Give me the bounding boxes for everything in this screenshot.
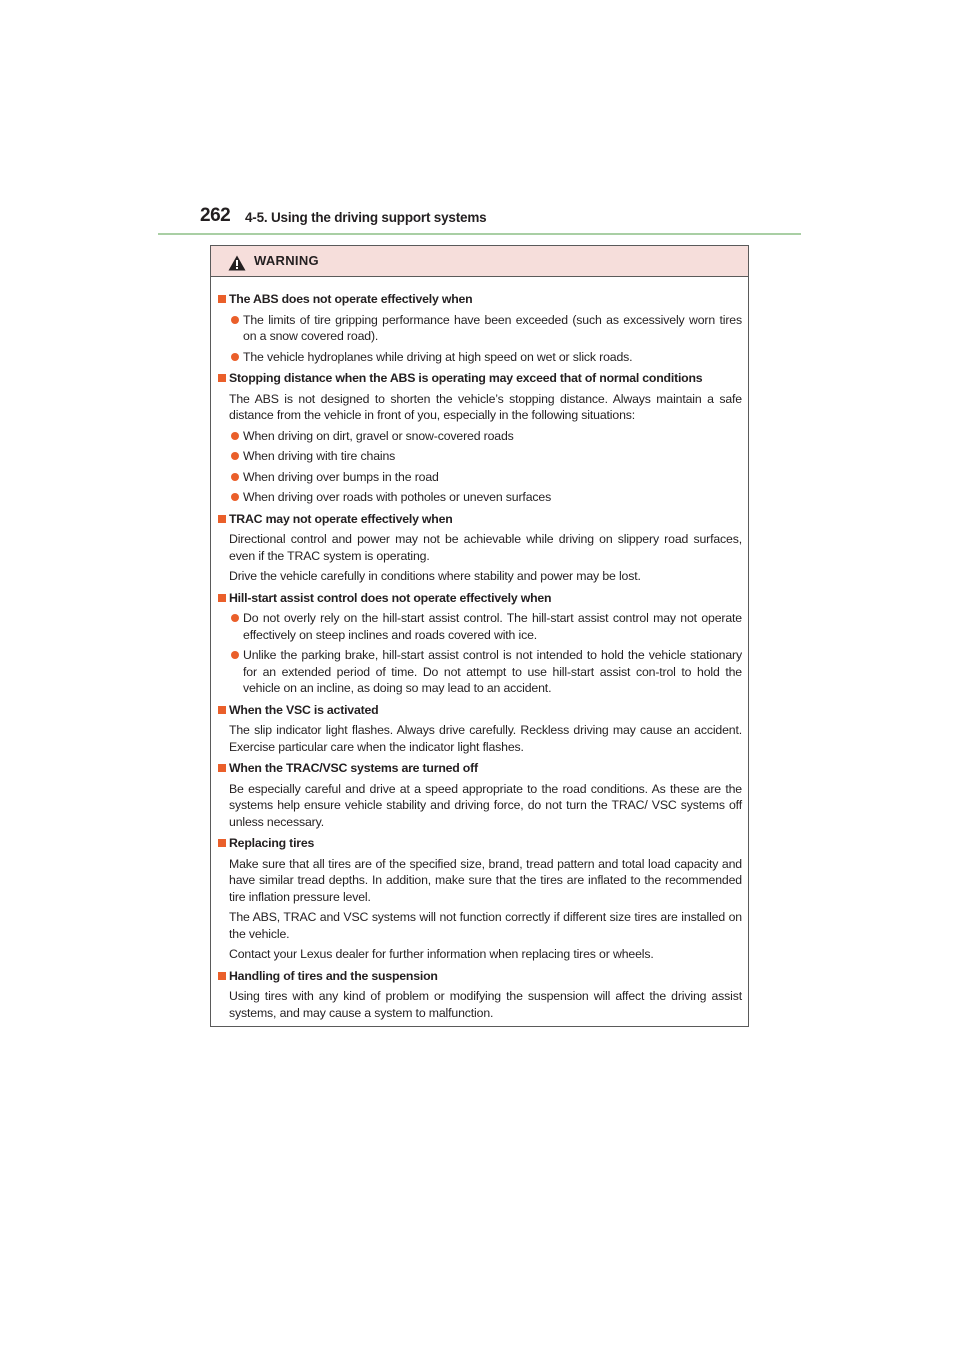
section-heading-text: Stopping distance when the ABS is operating may exceed that of normal conditions	[229, 371, 703, 385]
round-bullet-icon	[231, 432, 239, 440]
body-paragraph: Make sure that all tires are of the specified size, brand, tread pattern and total load capacity and have similar tread depths. In addition, make sure that the tires are inflated to the recommended tire inflation pressure level.	[229, 856, 742, 904]
bullet-item	[218, 610, 742, 643]
round-bullet-icon	[231, 493, 239, 501]
body-paragraph: Drive the vehicle carefully in conditions where stability and power may be lost.	[229, 569, 641, 583]
section-heading	[218, 968, 742, 985]
round-bullet-icon	[231, 651, 239, 659]
warning-body	[211, 277, 748, 1021]
section-heading	[218, 760, 742, 777]
bullet-text: The limits of tire gripping performance have been exceeded (such as excessively worn tires on a snow covered road).	[243, 312, 742, 343]
bullet-item	[218, 448, 742, 465]
section-heading-text: When the TRAC/VSC systems are turned off	[229, 761, 478, 775]
body-paragraph: Be especially careful and drive at a speed appropriate to the road conditions. As these are the systems help ensure vehicle stability and driving force, do not turn the TRAC/ VSC systems off unless necessary.	[229, 781, 742, 829]
body-paragraph: Using tires with any kind of problem or modifying the suspension will affect the driving assist systems, and may cause a system to malfunction.	[229, 989, 742, 1020]
square-bullet-icon	[218, 295, 226, 303]
section-heading	[218, 590, 742, 607]
round-bullet-icon	[231, 452, 239, 460]
square-bullet-icon	[218, 972, 226, 980]
section-heading-text: The ABS does not operate effectively when	[229, 292, 473, 306]
section-heading-text: When the VSC is activated	[229, 702, 379, 717]
bullet-item	[218, 469, 742, 486]
section-title: 4-5. Using the driving support systems	[245, 210, 487, 225]
section-heading-text: Handling of tires and the suspension	[229, 968, 438, 983]
section-heading-text: TRAC may not operate effectively when	[229, 511, 453, 526]
section-heading	[218, 702, 742, 719]
bullet-text: When driving over roads with potholes or uneven surfaces	[243, 490, 552, 504]
bullet-item	[218, 428, 742, 445]
square-bullet-icon	[218, 594, 226, 602]
body-paragraph: The ABS, TRAC and VSC systems will not function correctly if different size tires are installed on the vehicle.	[229, 910, 742, 941]
square-bullet-icon	[218, 839, 226, 847]
warning-box	[210, 245, 749, 1027]
round-bullet-icon	[231, 614, 239, 622]
square-bullet-icon	[218, 706, 226, 714]
section-heading	[218, 370, 742, 387]
round-bullet-icon	[231, 353, 239, 361]
header-divider	[158, 233, 801, 235]
body-paragraph: Directional control and power may not be achievable while driving on slippery road surfaces, even if the TRAC system is operating.	[229, 532, 742, 563]
warning-header	[211, 246, 748, 277]
square-bullet-icon	[218, 764, 226, 772]
bullet-text: Do not overly rely on the hill-start assist control. The hill-start assist control may not operate effectively on steep inclines and roads covered with ice.	[243, 611, 742, 642]
warning-label: WARNING	[254, 253, 319, 268]
bullet-text: When driving with tire chains	[243, 449, 396, 463]
section-heading	[218, 835, 742, 852]
bullet-text: When driving over bumps in the road	[243, 469, 439, 484]
section-heading-text: Hill-start assist control does not operate effectively when	[229, 590, 552, 605]
body-paragraph: Contact your Lexus dealer for further information when replacing tires or wheels.	[229, 947, 654, 961]
page-header	[200, 205, 800, 235]
round-bullet-icon	[231, 473, 239, 481]
bullet-item	[218, 312, 742, 345]
body-paragraph: The ABS is not designed to shorten the vehicle’s stopping distance. Always maintain a safe distance from the vehicle in front of you, especially in the following situations:	[229, 391, 742, 422]
section-heading	[218, 511, 742, 528]
bullet-text: When driving on dirt, gravel or snow-covered roads	[243, 428, 514, 443]
round-bullet-icon	[231, 316, 239, 324]
bullet-item	[218, 349, 742, 366]
section-heading	[218, 291, 742, 308]
square-bullet-icon	[218, 515, 226, 523]
bullet-item	[218, 489, 742, 506]
bullet-text: Unlike the parking brake, hill-start assist control is not intended to hold the vehicle stationary for an extended period of time. Do not attempt to use hill-start assist con-trol to hold the vehicle on an incline, as doing so may lead to an accident.	[243, 648, 742, 695]
square-bullet-icon	[218, 374, 226, 382]
bullet-item	[218, 647, 742, 697]
page-number: 262	[200, 205, 231, 226]
body-paragraph: The slip indicator light flashes. Always drive carefully. Reckless driving may cause an accident. Exercise particular care when the indicator light flashes.	[229, 723, 742, 754]
bullet-text: The vehicle hydroplanes while driving at high speed on wet or slick roads.	[243, 349, 633, 364]
section-heading-text: Replacing tires	[229, 836, 315, 850]
warning-triangle-icon	[228, 255, 246, 271]
